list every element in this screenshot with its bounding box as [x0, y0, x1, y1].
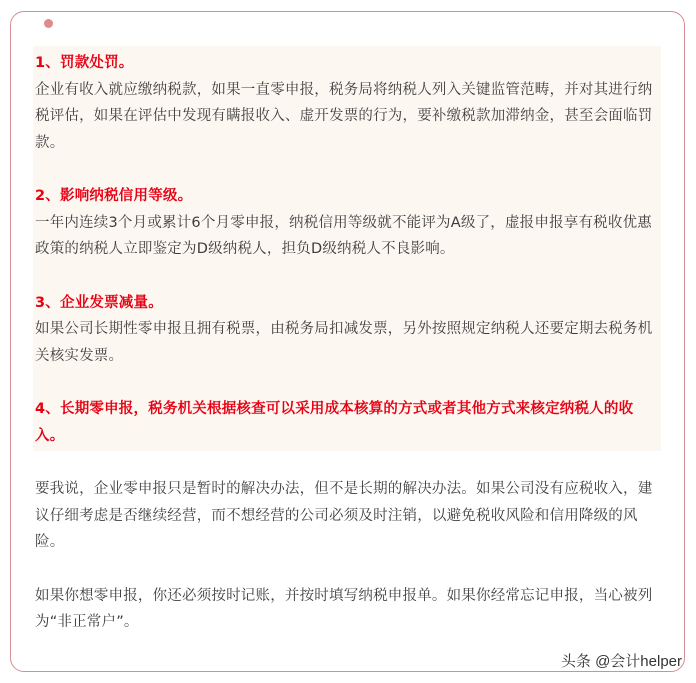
point-heading: 2、影响纳税信用等级。 [35, 188, 193, 204]
point-body: 企业有收入就应缴纳税款，如果一直零申报，税务局将纳税人列入关键监管范畴，并对其进行纳税评估，如果在评估中发现有瞒报收入、虚开发票的行为，要补缴税款加滞纳金，甚至会面临罚款。 [35, 81, 653, 151]
point-3 [35, 290, 661, 370]
point-body: 一年内连续3个月或累计6个月零申报，纳税信用等级就不能评为A级了，虚报申报享有税收优惠政策的纳税人立即鉴定为D级纳税人，担负D级纳税人不良影响。 [35, 214, 652, 257]
article-content [35, 50, 661, 636]
conclusion-paragraph: 如果你想零申报，你还必须按时记账，并按时填写纳税申报单。如果你经常忘记申报，当心被列为“非正常户”。 [35, 587, 653, 630]
point-4 [35, 396, 661, 449]
source-watermark: 头条 @会计helper [560, 653, 682, 670]
conclusion-paragraph: 要我说，企业零申报只是暂时的解决办法，但不是长期的解决办法。如果公司没有应税收入，建议仔细考虑是否继续经营，而不想经营的公司必须及时注销，以避免税收风险和信用降级的风险。 [35, 481, 653, 550]
point-body: 如果公司长期性零申报且拥有税票，由税务局扣减发票，另外按照规定纳税人还要定期去税务机关核实发票。 [35, 321, 653, 364]
point-heading: 3、企业发票减量。 [35, 294, 163, 311]
point-heading: 4、长期零申报，税务机关根据核查可以采用成本核算的方式或者其他方式来核定纳税人的收入。 [35, 401, 634, 444]
point-2 [35, 183, 661, 263]
point-heading: 1、罚款处罚。 [35, 55, 134, 71]
point-1 [35, 50, 661, 156]
decorative-dot-icon [44, 19, 53, 28]
